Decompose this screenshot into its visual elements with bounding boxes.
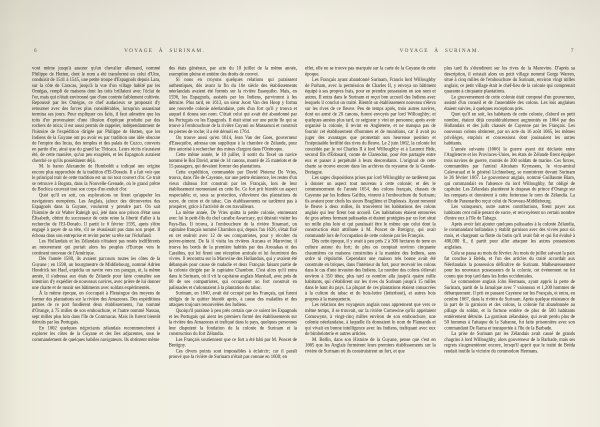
paragraph: À la même époque, on s'occupait à Flessingue des moyens de former des plantations sur la rivière des Amazones. Des expéditions parties de ce port fondèrent deux établissements, l'un nommé d'Orange, à 75 milles de son embouchure, et l'autre nommé Nassau, sept milles plus loin dans l'île de Commacas. Mais ils furent bientôt détruits par les Portugais. (32, 291, 161, 326)
page-left-body (32, 66, 297, 376)
page-right (305, 48, 575, 398)
paragraph: Ces divers points sont impossibles à éclaircir; car il paraît prouvé que la rivière de Surinam n'était pas connue en 1600; en (168, 348, 297, 360)
paragraph: Dès cette époque, il y avait à peu près 2 à 300 hectares de terre en culture autour du fort; de plus on comptait environ cinquante chaumières ou maisons construites à la manière des Indiens, sans ordre ni régularité. Cependant une maison très bonne avait été construite en briques, dans l'intérieur du fort, pour recevoir les colons dans le cas d'une invasion des Indiens. Le nombre des colons s'élevait environ à 350 têtes; plus tard ce nombre alla jusqu'à quatre mille habitants, qui s'établirent sur les rives du Surinam jusqu'à 15 milles dans le haut du pays. La plupart de ces plantations étaient consacrées à la culture du tabac et du bois-lettre (letterhout), et autres bois propres à la marqueterie. (305, 239, 436, 302)
running-title-right: VOYAGE À SURINAM. (399, 48, 481, 54)
paragraph: La même année, De Vries quitta la petite colonie, emmenant avec lui le petit-fils du chef caraïbe Awaricary, qui désirait visiter les Pays-Bas. Il trouva, à l'embouchure de la rivière Sinamari, un capitaine français nommé Chambon qui, depuis l'an 1626, s'était fixé en cet endroit avec 12 de ses compatriotes, pour y récolter du poivre-piment. De là il visita les rivières Aucana et Marovine; il trouva les bords de la première habités par des Arouakas et des Caraïbes, qui lui firent une réception amicale et lui fournirent des vivres. Il rencontra sur la Marovine des Hollandais, qui y avaient été débarqués pour cause de maladie et deux Français faisant partie de la colonie dirigée par le capitaine Chambon. C'est alors qu'il entra dans le Surinam, où il vit le capitaine anglais Marshall, avec près de 60 de ses compatriotes, qui occupaient un fort construit en palissades et s'adonnaient à la plantation du tabac. (168, 210, 297, 291)
paragraph: L'année suivante (1666) la guerre ayant été déclarée entre l'Angleterre et les Provinces-Unies, les états de Zélande firent équiper trois navires de guerre, montés de 300 soldats de marine. Ces forces, commandées par l'amiral Abraham Krynssens, le vice-amiral Calevaraad et le général Lichtenberg, se montrèrent devant Surinam le 26 février 1667. Le gouverneur anglais, nommé Guillaume Biam, qui commandait en l'absence du lord Willoughby, fut obligé de capituler. Les Zélandais plantèrent le drapeau du prince d'Orange sur les remparts et donnèrent à cette forteresse le nom de Zélandia. La ville de Paramaribo reçut celui de Nouveau-Middlebourg. (444, 146, 575, 204)
paragraph: Le commodore anglais John Hermans, ayant appris la perte de Surinam, partit de la Jamaïque avec 7 vaisseaux et 1,200 hommes de débarquement. Il prit en passant Cayenne sur les Français, et entra, en octobre 1667, dans la rivière de Surinam. Après quelque résistance de la part de la garnison et des colons, la colonie fut abandonnée au pillage du soldat, et la fortune entière de plus de 500 habitants entièrement détruite. La garnison zélandaise, qui avait perdu plus de 50 hommes à l'attaque de la Sabanne, fut faite prisonnière avec son commandant De Rama et transportée à l'île de la Barbade. (444, 279, 575, 331)
paragraph: Les Français ayant abandonné Surinam, Francis lord Willoughby de Parham, avec la permission de Charles II, y envoya un bâtiment équipé à ses propres frais, pour en prendre possession en son nom et autres. Il entra dans le Surinam et reçut bon accueil des Indiens avec lesquels il conclut un traité. Bientôt un établissement nouveau s'éleva sur les rives de ce fleuve. Peu de temps après, trois autres navires, dont un armé de 20 canons, furent envoyés par lord Willoughby; et quelques années plus tard, ce seigneur y vint en personne; après avoir organisé la colonie, il revint en Angleterre, et ne manqua pas de fournir cet établissement d'hommes et de munitions, car il avait pu juger des avantages que promettait son heureuse position et l'inépuisable fertilité des rives du fleuve. Le 2 juin 1662, la colonie fut concédée par le roi Charles II à lord Willoughby et à Laurent Hide, second fils d'Édouard, comte de Clarendon, pour être partagée entre eux et passer à perpétuité à leurs descendants. L'original de cette charte se trouve encore dans les archives du royaume de la Grande-Bretagne. (305, 77, 436, 175)
paragraph: En 1602 quelques négociants zélandais recommencèrent à explorer les côtes de la Guyane et des îles adjacentes, sous le commandement de quelques habiles navigateurs. Ils obtinrent même (32, 325, 161, 343)
paragraph: Surinam, en 1640, avait été occupé par les Français, qui furent obligés de le quitter bientôt après, à cause des maladies et des attaques toujours renouvelées des Indiens. (168, 291, 297, 308)
paragraph: plus tard ils s'étendirent sur les rives de la Marovine. D'après sa description, il existait alors un petit village nommé Gorge Warren, situé à cinq milles de l'embouchure du Surinam, environ vingt milles anglais; ce petit village était le chef-lieu de la colonie qui comprenait quarante à cinquante plantations. (444, 66, 575, 95)
paragraph: Le gouvernement de cette colonie était composé d'un gouverneur, assisté d'un conseil et de l'assemblée des colons. Les lois anglaises étaient suivies, à quelques exceptions près. (444, 94, 575, 112)
paragraph: Après avoir fait ajouter quelques palissades à la colonie Zélandia, le commandant hollandais y établit garnison avec des vivres pour six mois, et chargeant sa flotte du butin qu'il avait fait et qui fut évalué à 400,000 fl., il partit pour aller attaquer les autres possessions anglaises. (444, 221, 575, 250)
paragraph: Quoi qu'il en soit, ces explorations ne firent qu'appeler les navigateurs européens. Les Anglais, jaloux des découvertes des Espagnols dans la Guyane, voulurent y prendre part. On sait l'histoire de sir Walter Raleigh qui, jeté dans une prison d'état sous Élisabeth, obtint du successeur de cette reine la liberté d'aller à la recherche de l'El-Dorado. Il partit le 6 février 1595, après s'être engagé à payer de sa tête, s'il ne réussissait pas dans son projet. Il échoua dans son entreprise et revint porter sa tête sur l'échafaud. (32, 193, 161, 239)
running-title-left: VOYAGE À SURINAM. (124, 48, 205, 54)
text-column-3 (305, 66, 436, 376)
text-column-4 (444, 66, 575, 376)
page-right-header (305, 48, 575, 60)
paragraph: Si nous en croyons quelques relations qui paraissent authentiques, dès avant la fin du 16e siècle des établissements néerlandais avaient été formés sur la rivière Essequibo. Mais, en 1596, les Espagnols, assistés par les Indiens, parvinrent à les détruire. Plus tard, en 1613, un sieur Joost Van den Hoop y forma une nouvelle colonie néerlandaise, près d'un fort qu'il y trouva et auquel il donna son nom. C'était celui qui avait été abandonné par les Portugais ou les Espagnols. Il était situé sur une petite île qui se trouve à l'embouchure de la rivière Cuyuni ou Massaruni et construit en pierres de roche; il a été démoli en 1764. (168, 77, 297, 135)
folio-number-left: 6 (34, 48, 38, 54)
paragraph: On trouve aussi qu'en 1614, Jean Van der Goes, gouverneur d'Essequibo, adressa une supplique à la chambre de Zélande, pour être autorisé à rechercher des mines d'argent dans l'Orénoque. (168, 135, 297, 152)
folio-number-right: 7 (570, 48, 574, 54)
page-right-body (305, 66, 575, 376)
paragraph: Cette expédition, commandée par David Pietersz De Vries, trouva, dans l'île de Cayenne, sur une petite éminence, les restes d'un vieux château fort construit par les Français, lors de leur établissement momentané en cette île. Ce fort prit bientôt un aspect respectable; et, sous sa protection, s'élevèrent des plantations de sucre, de coton et de tabac. Ces établissements ne tardèrent pas à prospérer, grâce à l'activité de ces travailleurs. (168, 169, 297, 210)
text-column-1 (32, 66, 160, 376)
paragraph: M. Bellin, dans son Histoire de la Guyane, pense que c'est en 1665 que les Anglais formèrent leurs premiers établissements sur la rivière de Surinam où ils construisirent un fort, et que (305, 337, 436, 354)
paragraph: M. le baron Alexandre de Humboldt a indiqué une origine encore plus rapprochée de la tradition d'El-Dorado. Il a fait voir que le principal trait de cette tradition est un roi tout couvert d'or. Ce trait se retrouve à Bogota, dans la Nouvelle-Grenade, où le grand prêtre de Bochica couvrait tout son corps d'un enduit d'or. (32, 164, 161, 193)
text-column-2 (169, 66, 297, 376)
paragraph: Les vainqueurs, outre autres contributions, firent payer aux habitants cent mille pesant de sucre, et renvoyèrent un certain nombre d'entre eux à l'île de Tabago. (444, 204, 575, 222)
paragraph: Dès l'année 1580, ils avaient parcouru toutes les côtes de la Guyane ; en 1598, un bourgmestre de Middlebourg, nommé Adrien Hendrick ten Haef, expédia un navire vers ces parages, et, la même année, il s'adressa aux états de Zélande pour faire connaître son intention d'y expédier de nouveaux navires, avec prière de lui donner une charte et de munir ses bâtiments avec soldats expérimentés. (32, 256, 161, 291)
page-left (32, 48, 297, 398)
paragraph: Les Hollandais et les Zélandais n'étaient pas restés indifférents au mouvement qui portait alors les peuples d'Europe vers le continent nouveau de l'Amérique. (32, 239, 161, 256)
paragraph: Les sages dispositions prises par lord Willoughby ne tardèrent pas à donner un aspect tout nouveau à cette colonie; et dès le commencement de l'année 1654, des colons français, chassés de Cayenne par les Indiens Galibis, vinrent à l'embouchure du Surinam; ils avaient pour chefs les sieurs Bragliène et Duplessis. Ayant remonté le fleuve à deux milles, ils trouvèrent les habitations des colons anglais qui leur firent bon accueil. Ces habitations étaient entourées de gros arbres formant palissades et étaient protégées par un fort situé un mille plus loin et qui paraissait être le même que celui dont la construction était attribuée à M. Poncet de Bretigny, qui avait commandé lors de l'occupation de cette colonie par les Français. (305, 175, 436, 239)
paragraph: effet, elle ne se trouve pas marquée sur la carte de la Guyane de cette époque. (305, 66, 436, 77)
paragraph: vont même jusqu'à assurer qu'un chevalier allemand, nommé Philippe de Hutten, dont le nom a été transformé en celui d'Utre, conduisit de 1541 à 1545, une petite troupe d'Espagnols depuis Lara, sur la côte de Caracas, jusqu'à la vue d'un village habité par les Omégas, rempli de maisons dont les toits brillaient avec l'éclat de l'or, mais qui n'était environné que d'une contrée faiblement cultivée. Repoussé par les Omégas, ce chef audacieux se proposait d'y retourner avec des forces plus considérables, lorsqu'un assassinat termina ses jours. Pour expliquer ces faits, il faut admettre que les toits d'or provenaient d'une illusion d'optique produite par des rochers de mica; il est aussi permis de rappeler, indépendamment de l'histoire de l'expédition dirigée par Philippe de Hutten, que les Indiens de la Guyane ont pu avoir eu par tradition une idée obscure de l'empire des Incas, des temples et des palais de Cuzco, couverts en partie d'or, ainsi que du grand lac Titicaca. Leurs récits n'auraient été, de cette manière, qu'un peu exagérés, et les Espagnols auraient cherché ce qu'ils possédaient déjà. (32, 66, 161, 164)
page-left-header (32, 48, 297, 60)
paragraph: La prise de Surinam par les Zélandais avait causé de grands chagrins à lord Willoughby, alors gouverneur de la Barbade, mais ses regrets s'augmentèrent encore, lorsqu'il apprit que le traité de Bréda rendait inutile la victoire du commodore Hermans. (444, 331, 575, 354)
paragraph: des états généraux, par acte du 10 juillet de la même année, exemption pleine et entière des droits de convoi. (168, 66, 297, 77)
paragraph: Quoi qu'il en soit, les habitants de cette colonie, d'abord en petit nombre, étaient déjà considérablement augmentés en 1664 par des Hollandais et des juifs chassés de Cayenne par les Français. Les nouveaux colons obtinrent, par un acte du 16 août 1665, les mêmes privilèges, emplois et concessions dont jouissaient les autres habitants. (444, 112, 575, 147)
paragraph: Les Français soutiennent que ce fort a été bâti par M. Poncet de Bretigny. (168, 337, 297, 349)
paragraph: Quoiqu'il paraisse à peu près certain que ce soient les Espagnols et les Portugais qui aient les premiers formé des établissements sur la rivière des Amazones et trafiqué dans le pays, quelques personnes leur disputent la fondation de la colonie de Surinam et la construction du fort Zélandia. (168, 308, 297, 337)
paragraph: Les relations des voyageurs anglais nous apprennent que vers ce même temps, il se trouvait, sur la rivière Comewine qu'ils appelaient Comowyne, à vingt-cinq milles environ de son embouchure, une colonie néerlandaise, à laquelle ils donnaient le nom de Flamands et qui vivait en bonne intelligence avec les Indiens, trafiquant avec eux de bimbeloterie et autres articles. (305, 302, 436, 337)
paragraph: Cette même année, le 10 juillet, il sortit du Texel un navire nommé le Roi David, armé de 14 canons, monté de 25 matelots et de 15 passagers, qui devaient former des plantations. (168, 152, 297, 170)
paragraph: Cela se passa au mois de février. Au mois de juillet suivant la paix fut conclue à Bréda, et l'un des articles du traité accordait aux Néerlandais la possession définitive de Surinam. Malheureusement pour les nouveaux possesseurs de la colonie, cet événement ne fut connu que trop tard dans les Indes occidentales. (444, 250, 575, 279)
